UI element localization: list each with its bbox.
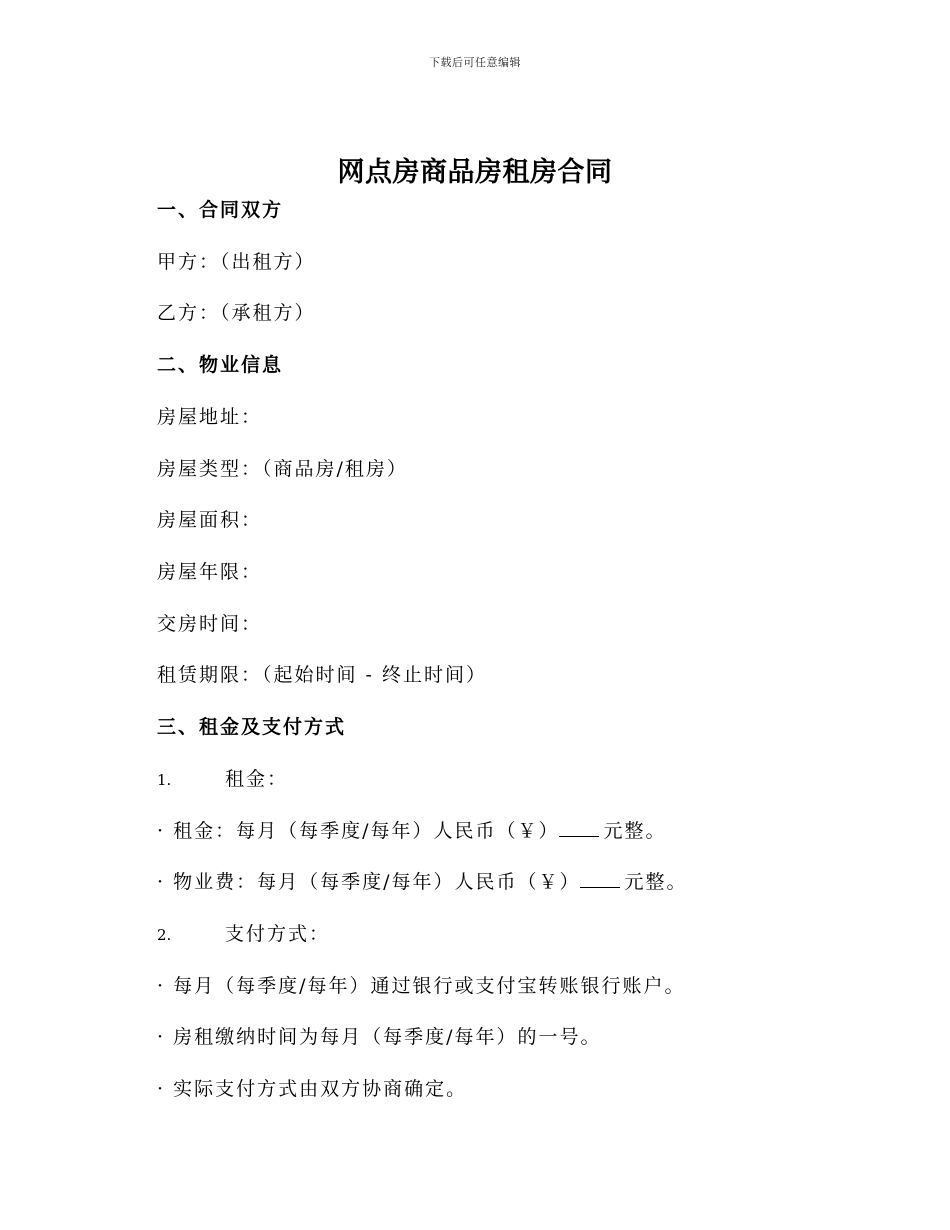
list-number: 2. xyxy=(157,926,172,944)
rent-amount-suffix: 元整。 xyxy=(603,820,667,842)
party-b-line: 乙方：（承租方） xyxy=(157,302,316,324)
rent-item-2 xyxy=(157,921,330,948)
property-type-line: 房屋类型：（商品房/租房） xyxy=(157,458,408,480)
section-heading-rent: 三、租金及支付方式 xyxy=(157,716,347,738)
rent-item-2-label: 支付方式： xyxy=(225,923,331,945)
handover-time-line: 交房时间： xyxy=(157,613,263,635)
section-heading-parties: 一、合同双方 xyxy=(157,199,284,221)
property-fee-suffix: 元整。 xyxy=(624,871,688,893)
property-area-line: 房屋面积： xyxy=(157,509,263,531)
rent-amount-line xyxy=(157,818,667,844)
property-address-line: 房屋地址： xyxy=(157,406,263,428)
list-number: 1. xyxy=(157,771,172,789)
rent-amount-text: · 租金：每月（每季度/每年）人民币（￥） xyxy=(157,820,560,842)
property-fee-line xyxy=(157,869,688,895)
party-a-line: 甲方：（出租方） xyxy=(157,251,316,273)
section-heading-property: 二、物业信息 xyxy=(157,354,284,376)
payment-negotiation-line: · 实际支付方式由双方协商确定。 xyxy=(157,1078,468,1100)
document-title: 网点房商品房租房合同 xyxy=(337,157,613,188)
payment-date-line: · 房租缴纳时间为每月（每季度/每年）的一号。 xyxy=(157,1026,602,1048)
property-fee-blank xyxy=(580,869,620,888)
property-age-line: 房屋年限： xyxy=(157,561,263,583)
lease-term-line: 租赁期限：（起始时间 - 终止时间） xyxy=(157,664,487,686)
rent-amount-blank xyxy=(559,818,599,837)
rent-item-1 xyxy=(157,766,288,793)
payment-method-line: · 每月（每季度/每年）通过银行或支付宝转账银行账户。 xyxy=(157,975,686,997)
rent-item-1-label: 租金： xyxy=(225,768,289,790)
property-fee-text: · 物业费：每月（每季度/每年）人民币（￥） xyxy=(157,871,581,893)
header-note: 下载后可任意编辑 xyxy=(429,56,521,69)
